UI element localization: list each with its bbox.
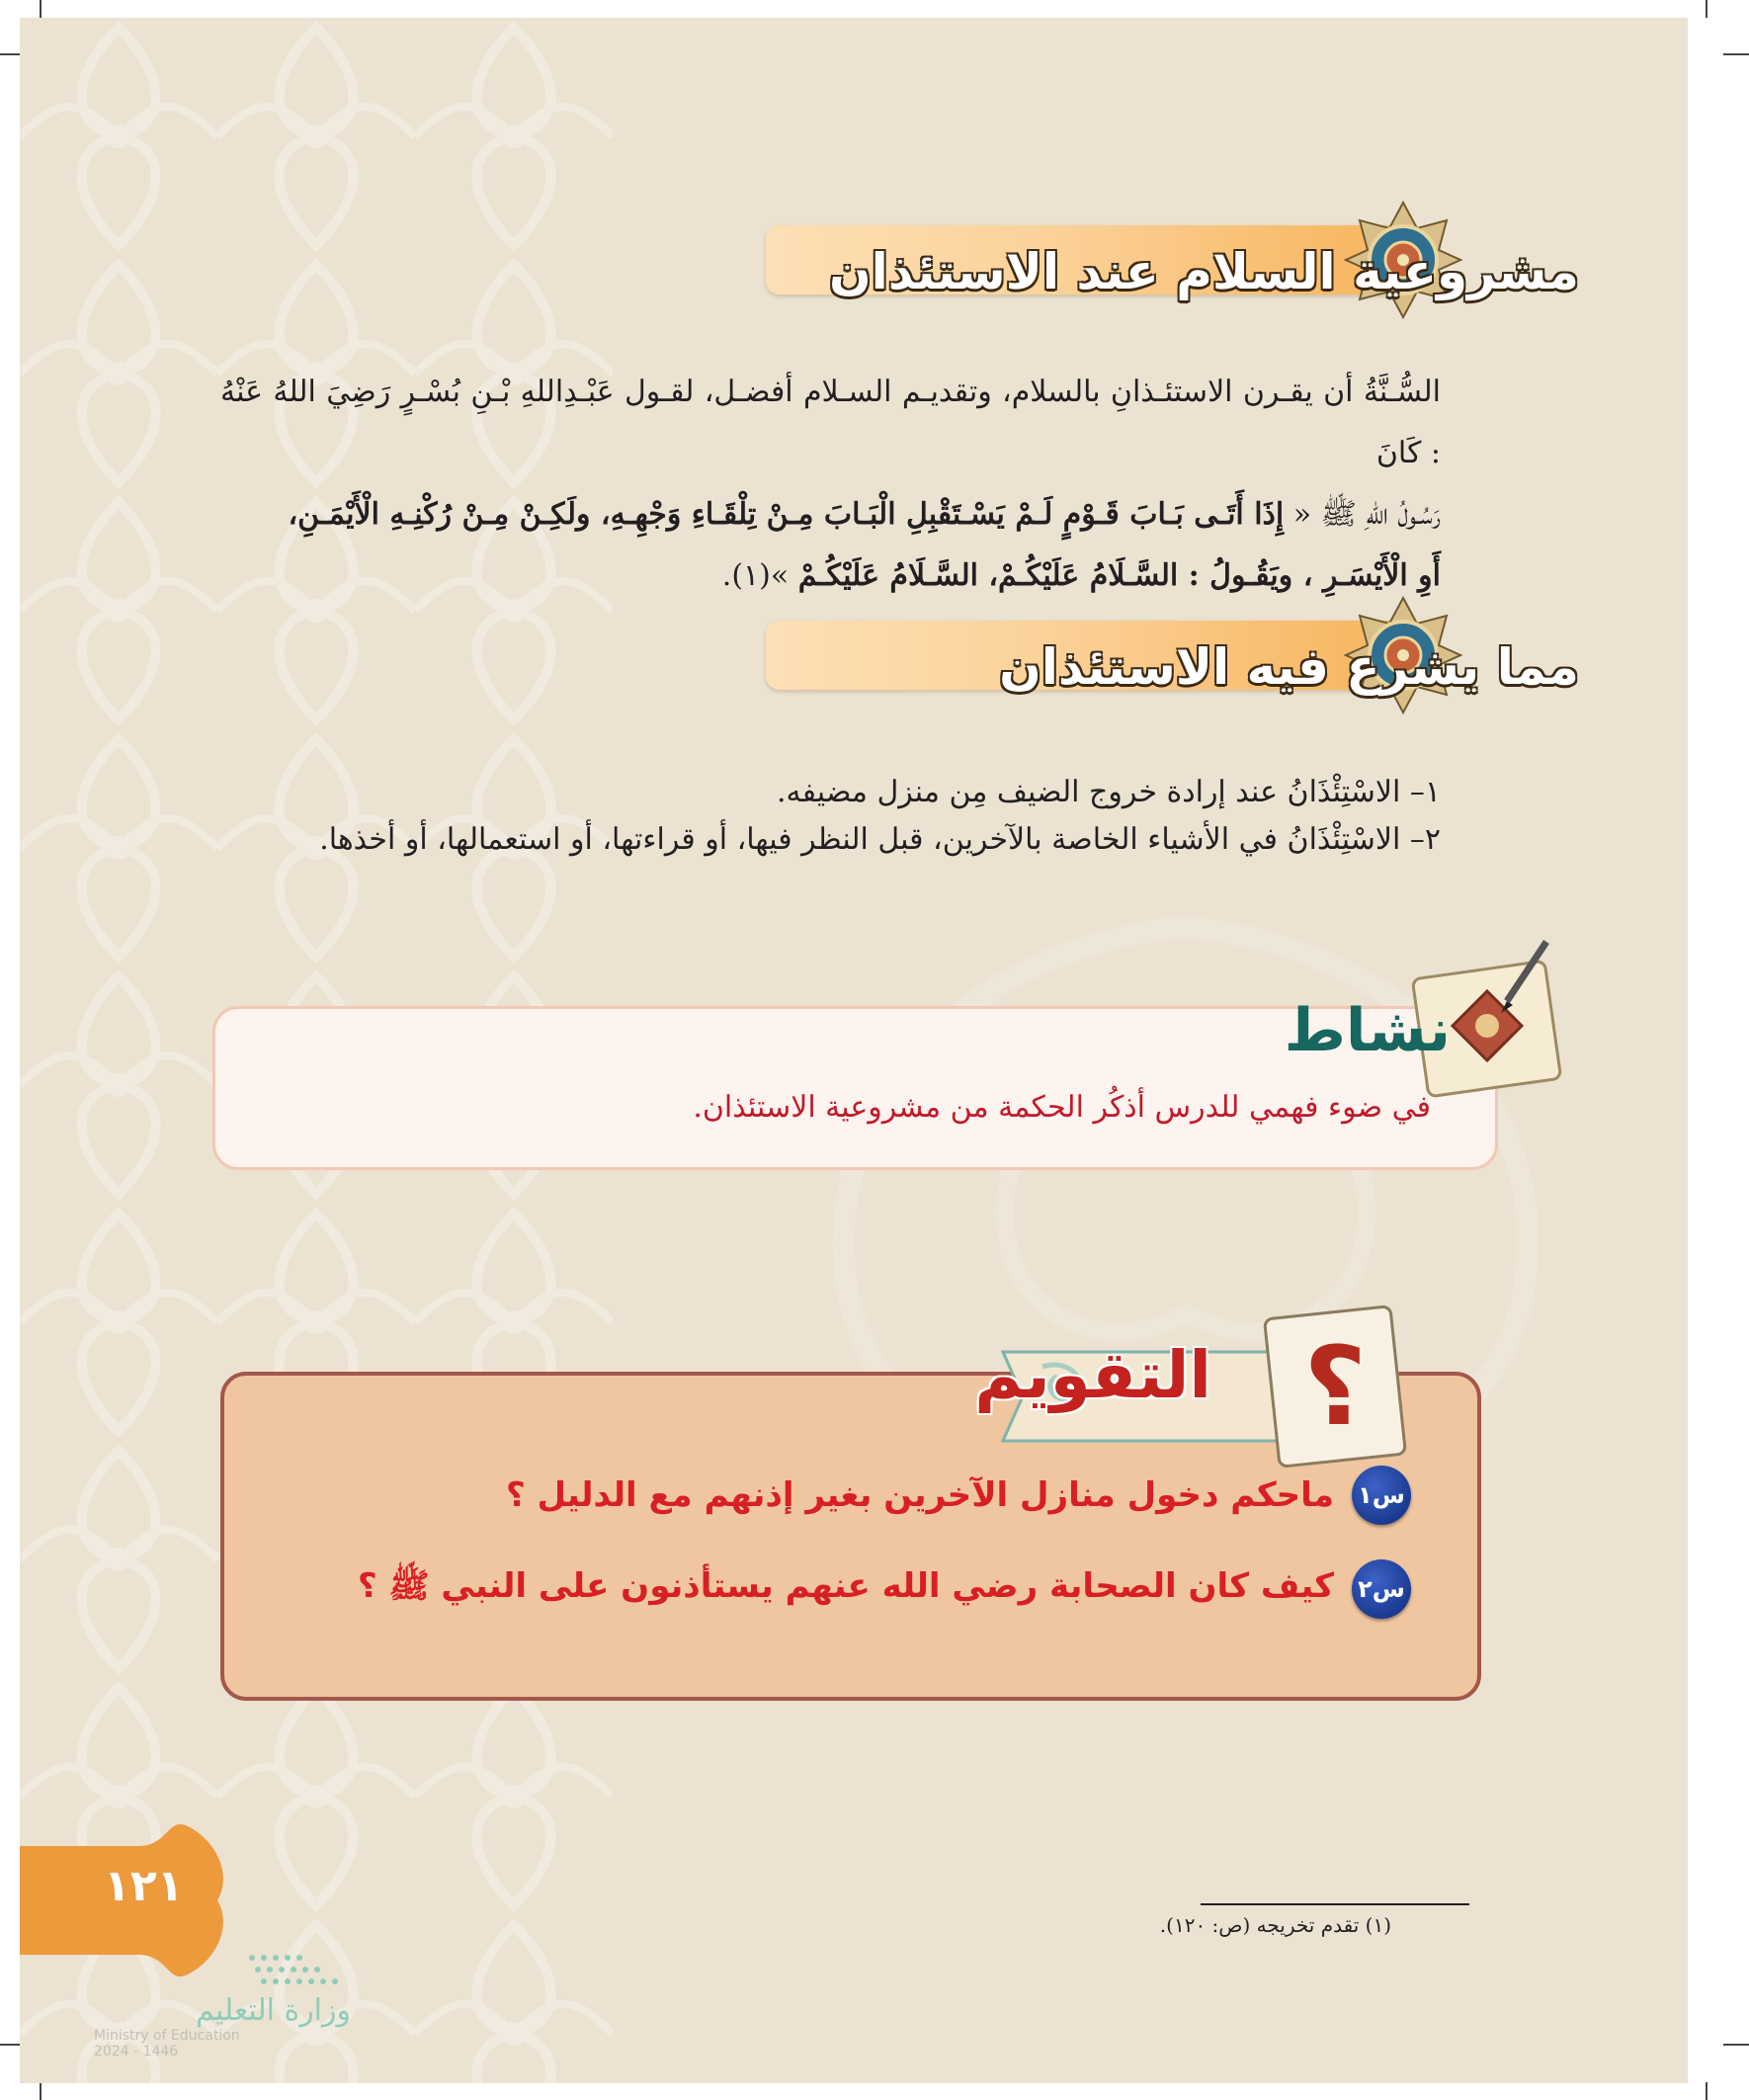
question-mark-icon: [1260, 1301, 1423, 1473]
hadith-text: أَوِ الْأَيْسَـرِ ، ويَقُـولُ : السَّـلَامُ عَلَيْكُـمْ، السَّـلَامُ عَلَيْكُـمْ: [797, 558, 1441, 593]
footnote-divider: [1201, 1903, 1469, 1905]
ministry-name-ar: وزارة التعليم: [195, 1993, 351, 2028]
crop-mark: [1706, 0, 1707, 18]
list-item: ٢– الاسْتِئْذَانُ في الأشياء الخاصة بالآخرين، قبل النظر فيها، أو قراءتها، أو استعمالها، أو أخذها.: [319, 822, 1441, 857]
question-number-badge: س٢: [1352, 1559, 1411, 1619]
edition-year: 2024 - 1446: [94, 2044, 179, 2059]
crop-mark: [1723, 2044, 1749, 2046]
paragraph-line: [220, 546, 1441, 607]
evaluation-title: التقويم: [974, 1337, 1211, 1413]
textbook-page: [20, 18, 1688, 2083]
hadith-paragraph: [220, 362, 1441, 607]
page-number: ١٢١: [104, 1861, 184, 1911]
crop-mark: [40, 2082, 42, 2100]
activity-prompt: في ضوء فهمي للدرس أذكُر الحكمة من مشروعية الاستئذان.: [693, 1090, 1431, 1125]
question-text: كيف كان الصحابة رضي الله عنهم يستأذنون على النبي ﷺ ؟: [357, 1565, 1334, 1606]
question-mark-glyph: ؟: [1303, 1323, 1367, 1450]
crop-mark: [1706, 2082, 1707, 2100]
list-item: ١– الاسْتِئْذَانُ عند إرادة خروج الضيف مِن منزل مضيفه.: [776, 775, 1441, 809]
section-title: مشروعية السلام عند الاستئذان: [828, 243, 1579, 300]
crop-mark: [40, 0, 42, 18]
ministry-dots-icon: [242, 1950, 351, 1989]
question-text: ماحكم دخول منازل الآخرين بغير إذنهم مع الدليل ؟: [506, 1475, 1334, 1515]
footnote-reference: »(١).: [721, 558, 798, 593]
section-title: مما يشرع فيه الاستئذان: [999, 638, 1579, 696]
question-item: [358, 1559, 1411, 1619]
hadith-text: إِذَا أَتَـى بَـابَ قَـوْمٍ لَـمْ يَسْـتَقْبِلِ الْبَـابَ مِـنْ تِلْقَـاءِ وَجْهِـهِ، ولَكِـنْ مِـنْ رُكْنِـهِ الْأَيْمَـنِ،: [288, 497, 1285, 532]
narration-intro: رَسُـولُ اللهِ ﷺ «: [1284, 497, 1441, 532]
permission-list: [304, 769, 1441, 864]
crop-mark: [1723, 53, 1749, 55]
paragraph-line: [220, 484, 1441, 546]
ministry-name-en: Ministry of Education: [94, 2028, 240, 2044]
question-number-badge: س١: [1352, 1466, 1411, 1525]
activity-title: نشاط: [1284, 996, 1451, 1065]
question-item: [506, 1466, 1411, 1525]
footnote: (١) تقدم تخريجه (ص: ١٢٠).: [1159, 1913, 1391, 1937]
paragraph-line: السُّـنَّةُ أن يقـرن الاستئـذانِ بالسلام، وتقديـم السـلام أفضـل، لقـول عَبْـدِاللهِ بْـنِ بُسْـرٍ رَضِيَ اللهُ عَنْهُ : كَانَ: [220, 375, 1441, 470]
ministry-logo: [94, 1950, 351, 2059]
